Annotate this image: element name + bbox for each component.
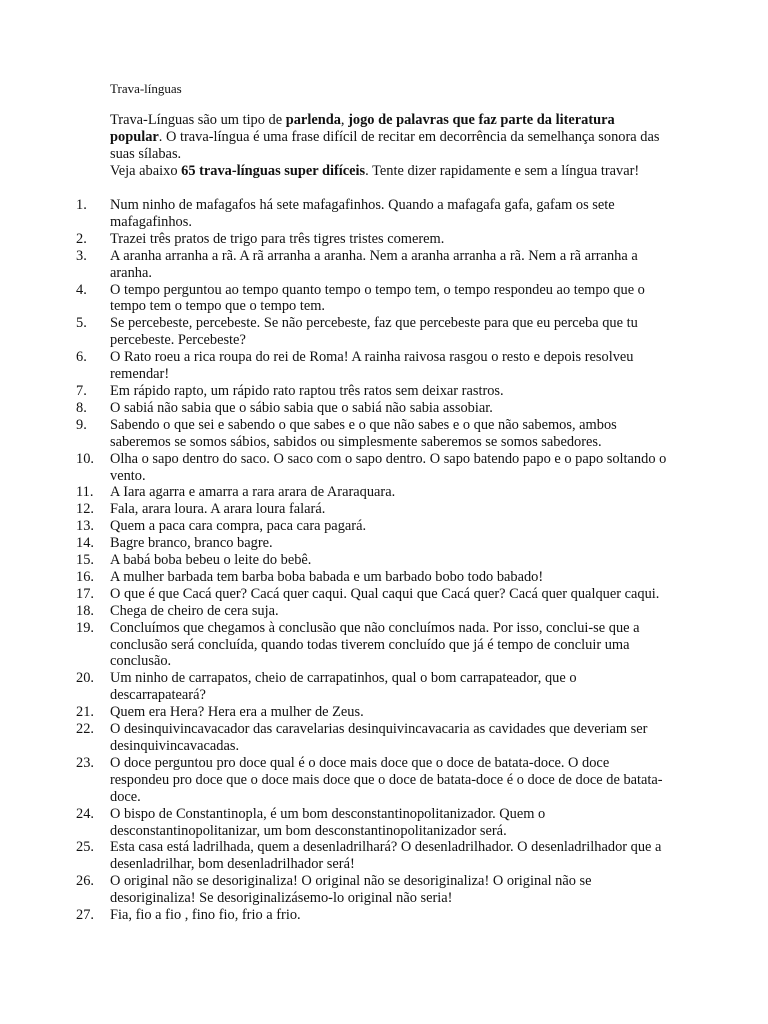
list-item bbox=[76, 670, 670, 704]
list-item-number: 19. bbox=[76, 619, 94, 636]
intro-bold-parlenda: parlenda bbox=[285, 112, 341, 128]
intro-text: Trava-Línguas são um tipo de bbox=[110, 112, 286, 128]
intro-text: Veja abaixo bbox=[110, 163, 182, 179]
list-item-number: 15. bbox=[76, 552, 94, 569]
list-item bbox=[76, 721, 670, 755]
list-item bbox=[76, 806, 670, 840]
list-item bbox=[76, 535, 670, 552]
list-item bbox=[76, 620, 670, 671]
list-item bbox=[76, 282, 670, 316]
list-item-text: Fia, fio a fio , fino fio, frio a frio. bbox=[110, 907, 301, 924]
list-item-text: O sabiá não sabia que o sábio sabia que o sabiá não sabia assobiar. bbox=[110, 399, 493, 416]
list-item-text: Quem era Hera? Hera era a mulher de Zeus. bbox=[110, 704, 364, 721]
list-item bbox=[76, 552, 670, 569]
list-item-text: A babá boba bebeu o leite do bebê. bbox=[110, 552, 312, 569]
list-item-text: Sabendo o que sei e sabendo o que sabes e o que não sabes e o que não sabemos, ambos saberemos se somos sábios, sabidos ou simplesmente saberemos se somos sabedores. bbox=[110, 416, 617, 450]
intro-text: . Tente dizer rapidamente e sem a língua travar! bbox=[365, 163, 640, 179]
list-item-text: Bagre branco, branco bagre. bbox=[110, 535, 273, 552]
list-item-text: O tempo perguntou ao tempo quanto tempo o tempo tem, o tempo respondeu ao tempo que o tempo tem o tempo que o tempo tem. bbox=[110, 281, 645, 315]
list-item-number: 7. bbox=[76, 382, 87, 399]
list-item bbox=[76, 315, 670, 349]
list-item bbox=[76, 383, 670, 400]
list-item bbox=[76, 586, 670, 603]
intro-text: . O trava-língua é uma frase difícil de recitar em decorrência da semelhança sonora das suas sílabas. bbox=[110, 129, 660, 162]
list-item-number: 26. bbox=[76, 873, 94, 890]
list-item bbox=[76, 248, 670, 282]
list-item-text: Trazei três pratos de trigo para três tigres tristes comerem. bbox=[110, 230, 445, 247]
list-item-number: 24. bbox=[76, 805, 94, 822]
list-item-text: O doce perguntou pro doce qual é o doce mais doce que o doce de batata-doce. O doce respondeu pro doce que o doce mais doce que o doce de batata-doce é o doce de doce de batata-doce. bbox=[110, 754, 663, 805]
list-item-number: 9. bbox=[76, 416, 87, 433]
list-item bbox=[76, 349, 670, 383]
list-item-number: 5. bbox=[76, 315, 87, 332]
list-item bbox=[76, 484, 670, 501]
list-item-number: 21. bbox=[76, 704, 94, 721]
list-item-number: 23. bbox=[76, 754, 94, 771]
list-item bbox=[76, 518, 670, 535]
list-item-number: 27. bbox=[76, 907, 94, 924]
list-item bbox=[76, 873, 670, 907]
intro-cta-paragraph bbox=[110, 163, 670, 180]
list-item bbox=[76, 907, 670, 924]
list-item-text: Esta casa está ladrilhada, quem a desenladrilhará? O desenladrilhador. O desenladrilhador que a desenladrilhar, bom desenladrilhador será! bbox=[110, 839, 662, 873]
list-item-number: 2. bbox=[76, 230, 87, 247]
list-item-number: 12. bbox=[76, 501, 94, 518]
list-item-text: Quem a paca cara compra, paca cara pagará. bbox=[110, 518, 367, 535]
list-item-text: Fala, arara loura. A arara loura falará. bbox=[110, 501, 326, 518]
list-item bbox=[76, 603, 670, 620]
intro-bold-jogo: jogo de palavras que faz parte da literatura popular bbox=[110, 112, 615, 145]
list-item-number: 20. bbox=[76, 670, 94, 687]
list-item-number: 16. bbox=[76, 568, 94, 585]
list-item-number: 14. bbox=[76, 535, 94, 552]
list-item bbox=[76, 400, 670, 417]
list-item bbox=[76, 197, 670, 231]
list-item bbox=[76, 451, 670, 485]
list-item-text: Em rápido rapto, um rápido rato raptou três ratos sem deixar rastros. bbox=[110, 382, 504, 399]
list-item-text: O que é que Cacá quer? Cacá quer caqui. Qual caqui que Cacá quer? Cacá quer qualquer caqui. bbox=[110, 585, 660, 602]
list-item bbox=[76, 755, 670, 806]
document-title: Trava-línguas bbox=[110, 81, 182, 96]
list-item-text: Chega de cheiro de cera suja. bbox=[110, 602, 279, 619]
list-item-number: 11. bbox=[76, 484, 94, 501]
list-item-text: A aranha arranha a rã. A rã arranha a aranha. Nem a aranha arranha a rã. Nem a rã arranha a aranha. bbox=[110, 247, 638, 281]
list-item-number: 17. bbox=[76, 585, 94, 602]
list-item-number: 4. bbox=[76, 281, 87, 298]
list-item-number: 10. bbox=[76, 450, 94, 467]
list-item-number: 8. bbox=[76, 399, 87, 416]
intro-text: , bbox=[340, 112, 349, 128]
list-item-text: Um ninho de carrapatos, cheio de carrapatinhos, qual o bom carrapateador, que o descarrapateará? bbox=[110, 670, 577, 704]
list-item bbox=[76, 501, 670, 518]
intro-bold-count: 65 trava-línguas super difíceis bbox=[181, 163, 366, 179]
list-item-text: Concluímos que chegamos à conclusão que não concluímos nada. Por isso, conclui-se que a conclusão será concluída, quando todas tiverem concluído que já é tempo de concluir uma conclusão. bbox=[110, 619, 640, 670]
list-item-text: Olha o sapo dentro do saco. O saco com o sapo dentro. O sapo batendo papo e o papo soltando o vento. bbox=[110, 450, 667, 484]
list-item-number: 3. bbox=[76, 247, 87, 264]
list-item-text: Num ninho de mafagafos há sete mafagafinhos. Quando a mafagafa gafa, gafam os sete mafagafinhos. bbox=[110, 197, 615, 230]
list-item-text: O desinquivincavacador das caravelarias desinquivincavacaria as cavidades que deveriam ser desinquivincavacadas. bbox=[110, 721, 648, 754]
list-item-number: 22. bbox=[76, 721, 94, 738]
list-item-number: 1. bbox=[76, 197, 87, 213]
list-item-text: Se percebeste, percebeste. Se não percebeste, faz que percebeste para que eu perceba que tu percebeste. Percebeste? bbox=[110, 315, 638, 349]
list-item-number: 25. bbox=[76, 839, 94, 856]
list-item-number: 6. bbox=[76, 349, 87, 366]
list-item-text: O bispo de Constantinopla, é um bom desconstantinopolitanizador. Quem o desconstantinopolitanizar, um bom desconstantinopolitanizador será. bbox=[110, 805, 546, 839]
list-item bbox=[76, 569, 670, 586]
tongue-twister-list bbox=[76, 197, 670, 924]
list-item-text: O Rato roeu a rica roupa do rei de Roma! A rainha raivosa rasgou o resto e depois resolveu remendar! bbox=[110, 349, 634, 383]
intro-paragraph bbox=[110, 112, 670, 163]
list-item bbox=[76, 417, 670, 451]
list-item-number: 13. bbox=[76, 518, 94, 535]
list-item bbox=[76, 704, 670, 721]
list-item-text: A mulher barbada tem barba boba babada e um barbado bobo todo babado! bbox=[110, 568, 544, 585]
list-item-text: A Iara agarra e amarra a rara arara de Araraquara. bbox=[110, 484, 396, 501]
list-item-text: O original não se desoriginaliza! O original não se desoriginaliza! O original não se desoriginaliza! Se desoriginalizásemo-lo original não seria! bbox=[110, 873, 592, 907]
list-item-number: 18. bbox=[76, 602, 94, 619]
list-item bbox=[76, 839, 670, 873]
intro-section bbox=[110, 112, 670, 180]
list-item bbox=[76, 231, 670, 248]
